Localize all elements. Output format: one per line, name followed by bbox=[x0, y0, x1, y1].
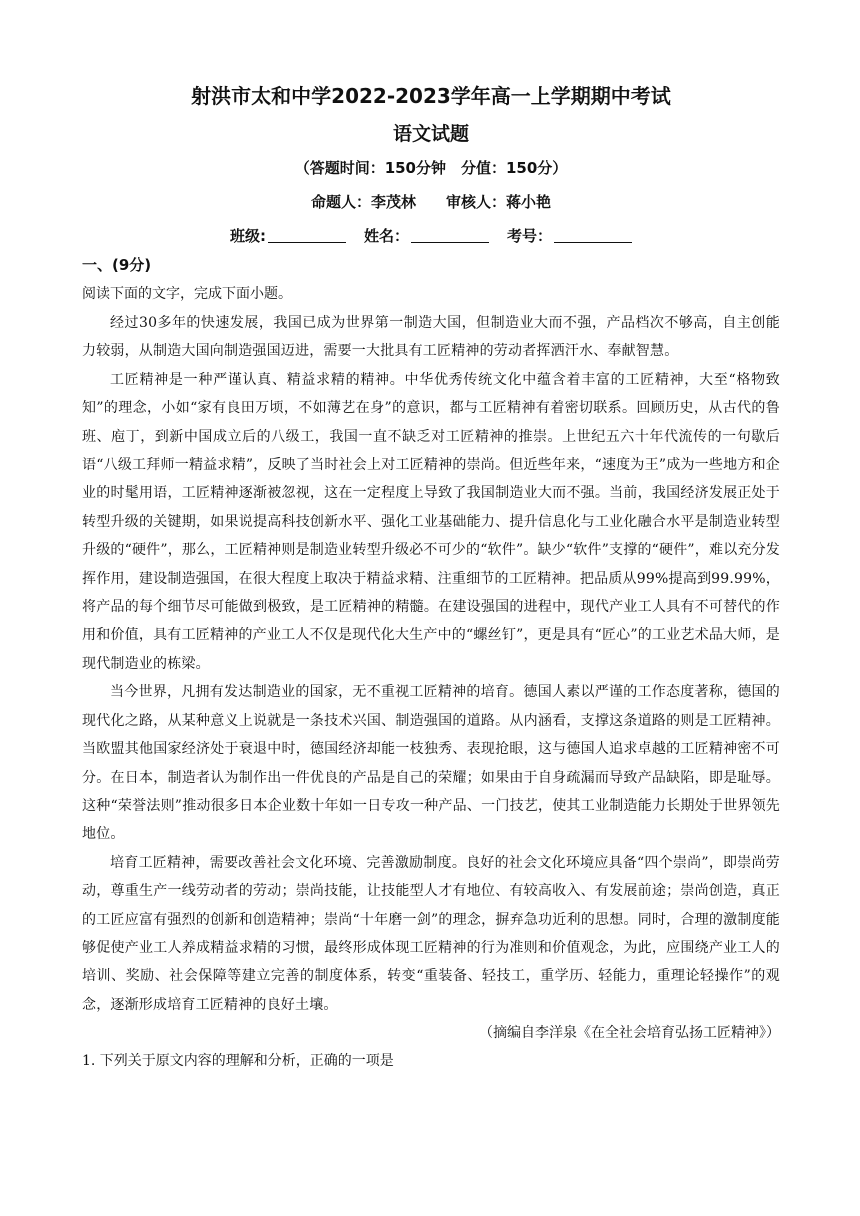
passage-paragraph-2: 工匠精神是一种严谨认真、精益求精的精神。中华优秀传统文化中蕴含着丰富的工匠精神，大至“格物致知”的理念，小如“家有良田万顷，不如薄艺在身”的意识，都与工匠精神有着密切联系。回顾历史，从古代的鲁班、庖丁，到新中国成立后的八级工，我国一直不缺乏对工匠精神的推崇。上世纪五六十年代流传的一句歇后语“八级工拜师一精益求精”，反映了当时社会上对工匠精神的崇尚。但近些年来，“速度为王”成为一些地方和企业的时髦用语，工匠精神逐渐被忽视，这在一定程度上导致了我国制造业大而不强。当前，我国经济发展正处于转型升级的关键期，如果说提高科技创新水平、强化工业基础能力、提升信息化与工业化融合水平是制造业转型升级的“硬件”，那么，工匠精神则是制造业转型升级必不可少的“软件”。缺少“软件”支撑的“硬件”，难以充分发挥作用，建设制造强国，在很大程度上取决于精益求精、注重细节的工匠精神。把品质从99%提高到99.99%，将产品的每个细节尽可能做到极致，是工匠精神的精髓。在建设强国的进程中，现代产业工人具有不可替代的作用和价值，具有工匠精神的产业工人不仅是现代化大生产中的“螺丝钉”，更是具有“匠心”的工业艺术品大师，是现代制造业的栋梁。 bbox=[82, 371, 780, 672]
class-field[interactable] bbox=[230, 226, 346, 246]
exam-subject: 语文试题 bbox=[392, 123, 469, 145]
name-blank[interactable] bbox=[411, 241, 489, 243]
student-info-row bbox=[82, 226, 780, 246]
class-label: 班级: bbox=[229, 227, 266, 245]
time-score-line: （答题时间：150分钟 分值：150分） bbox=[294, 159, 568, 177]
number-field[interactable] bbox=[507, 226, 632, 246]
author-line: 命题人：李茂林 审核人：蒋小艳 bbox=[310, 193, 551, 211]
passage-paragraph-1: 经过30多年的快速发展，我国已成为世界第一制造大国，但制造业大而不强，产品档次不够高，自主创能力较弱，从制造大国向制造强国迈进，需要一大批具有工匠精神的劳动者挥洒汗水、奉献智慧。 bbox=[82, 315, 780, 360]
number-label: 考号： bbox=[507, 227, 553, 245]
passage-paragraph-3: 当今世界，凡拥有发达制造业的国家，无不重视工匠精神的培育。德国人素以严谨的工作态度著称，德国的现代化之路，从某种意义上说就是一条技术兴国、制造强国的道路。从内涵看，支撑这条道路的则是工匠精神。当欧盟其他国家经济处于衰退中时，德国经济却能一枝独秀、表现抢眼，这与德国人追求卓越的工匠精神密不可分。在日本，制造者认为制作出一件优良的产品是自己的荣耀；如果由于自身疏漏而导致产品缺陷，即是耻辱。这种“荣誉法则”推动很多日本企业数十年如一日专攻一种产品、一门技艺，使其工业制造能力长期处于世界领先地位。 bbox=[82, 684, 780, 843]
question-1-stem: 1. 下列关于原文内容的理解和分析，正确的一项是 bbox=[82, 1053, 394, 1070]
number-blank[interactable] bbox=[554, 241, 632, 243]
class-blank[interactable] bbox=[268, 241, 346, 243]
passage-source: （摘编自李洋泉《在全社会培育弘扬工匠精神》） bbox=[479, 1025, 780, 1042]
name-field[interactable] bbox=[364, 226, 489, 246]
section-instruction: 阅读下面的文字，完成下面小题。 bbox=[82, 286, 292, 302]
section-heading: 一、(9分) bbox=[82, 256, 152, 274]
passage-paragraph-4: 培育工匠精神，需要改善社会文化环境、完善激励制度。良好的社会文化环境应具备“四个崇尚”，即崇尚劳动，尊重生产一线劳动者的劳动；崇尚技能，让技能型人才有地位、有较高收入、有发展前途；崇尚创造，真正的工匠应富有强烈的创新和创造精神；崇尚“十年磨一剑”的理念，摒弃急功近利的思想。同时，合理的激制度能够促使产业工人养成精益求精的习惯，最终形成体现工匠精神的行为准则和价值观念，为此，应围绕产业工人的培训、奖励、社会保障等建立完善的制度体系，转变“重装备、轻技工，重学历、轻能力，重理论轻操作”的观念，逐渐形成培育工匠精神的良好土壤。 bbox=[82, 854, 780, 1013]
exam-title: 射洪市太和中学2022-2023学年高一上学期期中考试 bbox=[191, 84, 671, 108]
name-label: 姓名： bbox=[363, 227, 409, 245]
